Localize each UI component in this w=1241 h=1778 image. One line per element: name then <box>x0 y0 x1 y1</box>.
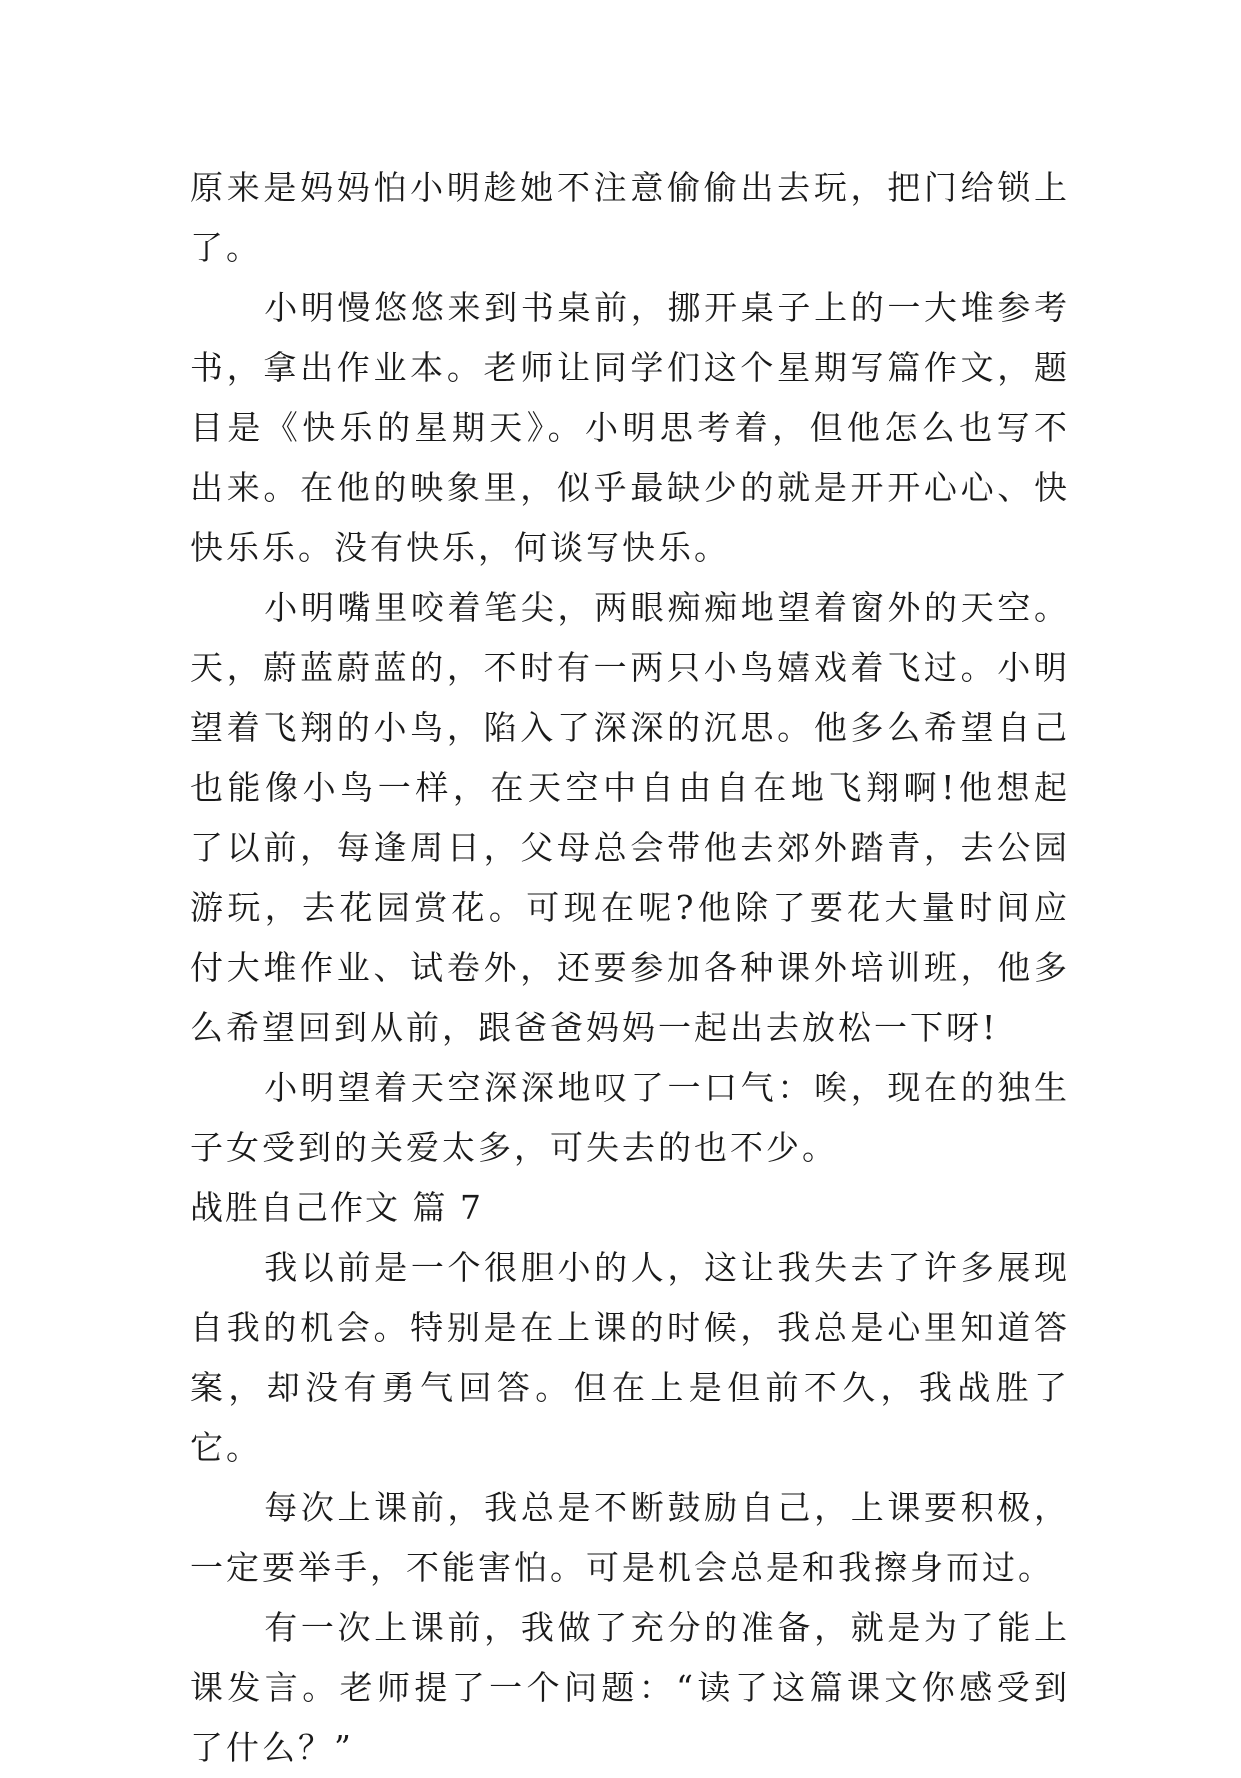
document-body <box>190 158 1070 1778</box>
paragraph-encourage-self: 每次上课前，我总是不断鼓励自己，上课要积极，一定要举手，不能害怕。可是机会总是和我擦身而过。 <box>190 1488 1070 1587</box>
paragraph-timid-intro: 我以前是一个很胆小的人，这让我失去了许多展现自我的机会。特别是在上课的时候，我总是心里知道答案，却没有勇气回答。但在上是但前不久，我战胜了它。 <box>190 1248 1070 1467</box>
paragraph-continuation: 原来是妈妈怕小明趁她不注意偷偷出去玩，把门给锁上了。 <box>190 168 1070 267</box>
paragraph-writing-homework: 小明慢悠悠来到书桌前，挪开桌子上的一大堆参考书，拿出作业本。老师让同学们这个星期写篇作文，题目是《快乐的星期天》。小明思考着，但他怎么也写不出来。在他的映象里，似乎最缺少的就是开开心心、快快乐乐。没有快乐，何谈写快乐。 <box>190 288 1070 567</box>
paragraph-looking-at-sky: 小明嘴里咬着笔尖，两眼痴痴地望着窗外的天空。天，蔚蓝蔚蓝的，不时有一两只小鸟嬉戏着飞过。小明望着飞翔的小鸟，陷入了深深的沉思。他多么希望自己也能像小鸟一样，在天空中自由自在地飞翔啊!他想起了以前，每逢周日，父母总会带他去郊外踏青，去公园游玩，去花园赏花。可现在呢?他除了要花大量时间应付大堆作业、试卷外，还要参加各种课外培训班，他多么希望回到从前，跟爸爸妈妈一起出去放松一下呀! <box>190 588 1070 1047</box>
paragraph-sigh: 小明望着天空深深地叹了一口气：唉，现在的独生子女受到的关爱太多，可失去的也不少。 <box>190 1068 1070 1167</box>
essay-title-heading: 战胜自己作文 篇 7 <box>190 1188 483 1227</box>
paragraph-teacher-question: 有一次上课前，我做了充分的准备，就是为了能上课发言。老师提了一个问题：“读了这篇课文你感受到了什么？” <box>190 1608 1070 1767</box>
